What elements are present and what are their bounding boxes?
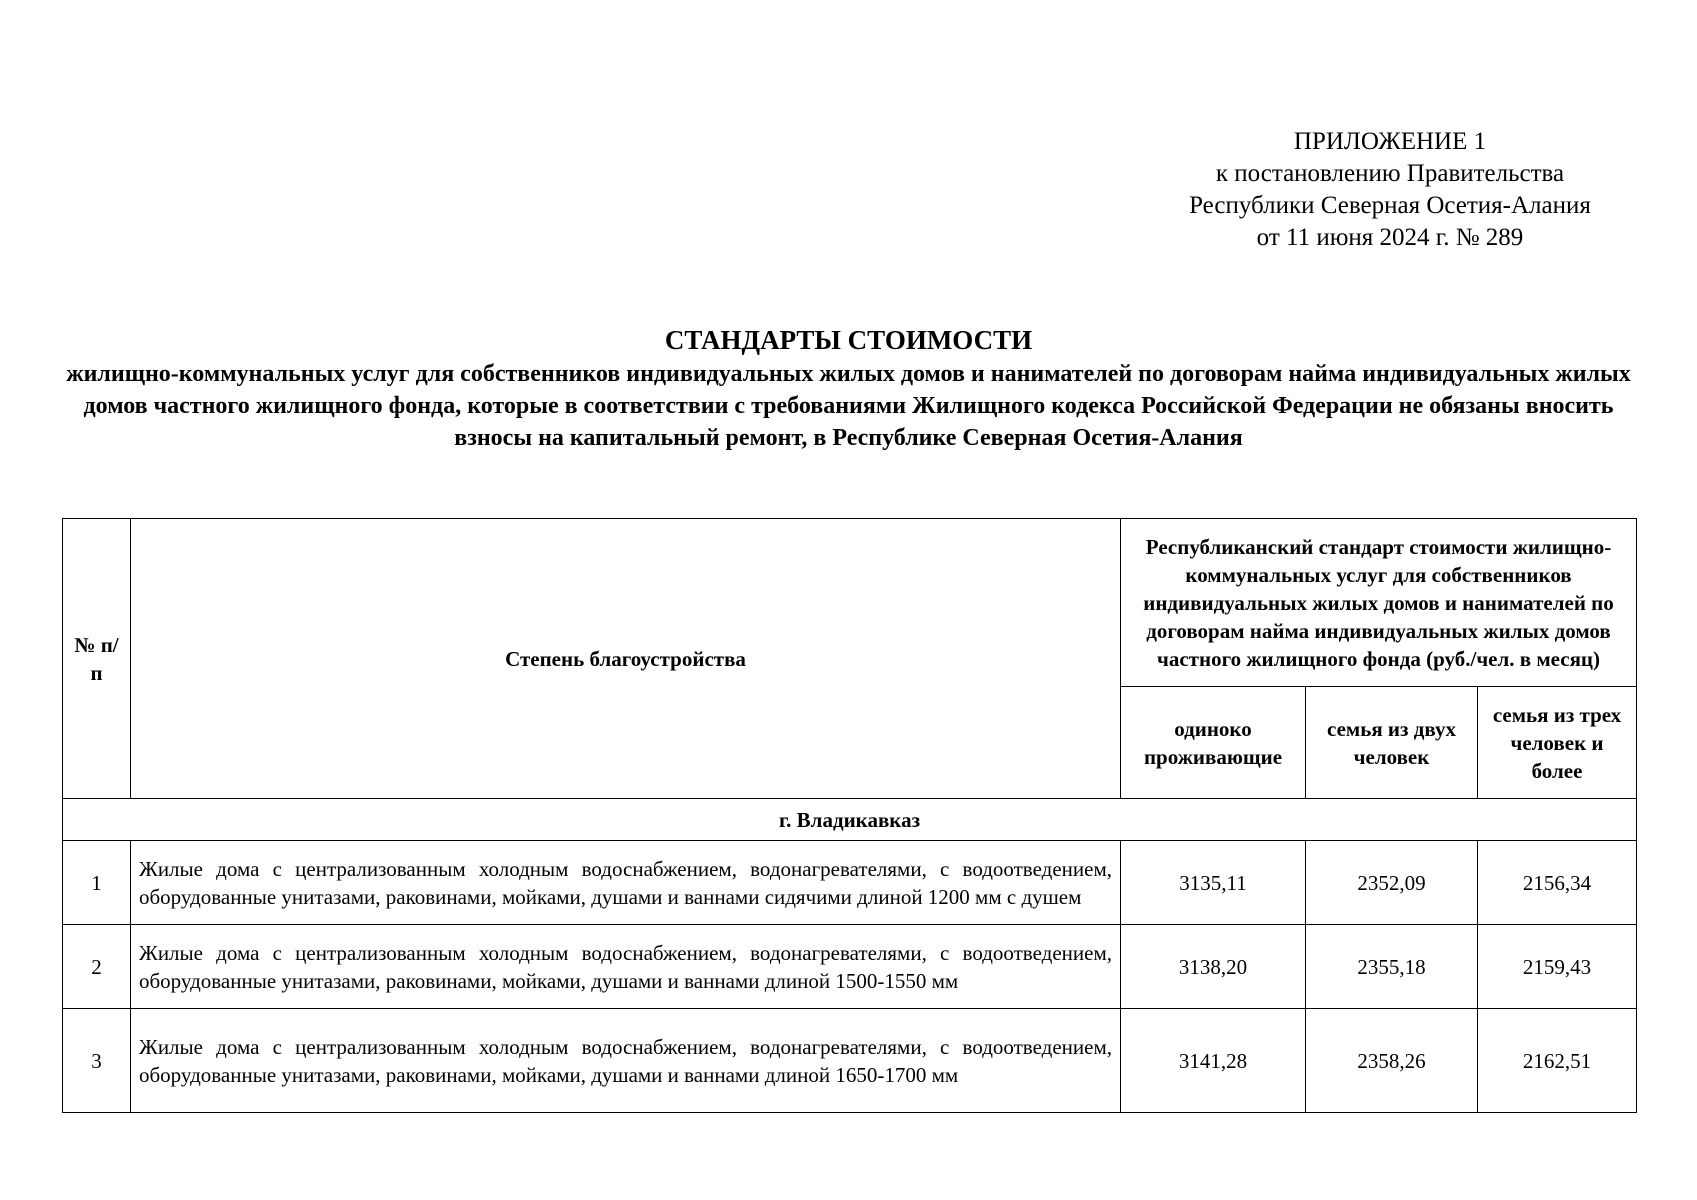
title-main: СТАНДАРТЫ СТОИМОСТИ	[664, 325, 1033, 355]
document-title	[60, 322, 1637, 454]
table-row	[63, 841, 1637, 925]
header-standard: Республиканский стандарт стоимости жилищно-коммунальных услуг для собственников индивидуальных жилых домов и нанимателей по договорам найма индивидуальных жилых домов частного жилищного фонда (руб./чел. в месяц)	[1121, 519, 1637, 687]
row-description: Жилые дома с централизованным холодным водоснабжением, водонагревателями, с водоотведением, оборудованные унитазами, раковинами, мойками, душами и ваннами длиной 1500-1550 мм	[131, 925, 1121, 1009]
value-two-persons: 2358,26	[1306, 1009, 1478, 1113]
city-name: г. Владикавказ	[63, 799, 1637, 841]
row-description: Жилые дома с централизованным холодным водоснабжением, водонагревателями, с водоотведением, оборудованные унитазами, раковинами, мойками, душами и ваннами длиной 1650-1700 мм	[131, 1009, 1121, 1113]
value-three-persons: 2156,34	[1478, 841, 1637, 925]
value-three-persons: 2159,43	[1478, 925, 1637, 1009]
header-degree: Степень благоустройства	[131, 519, 1121, 799]
header-number: № п/п	[63, 519, 131, 799]
appendix-line-1: ПРИЛОЖЕНИЕ 1	[1293, 128, 1487, 155]
table-row	[63, 925, 1637, 1009]
header-three-persons: семья из трех человек и более	[1478, 687, 1637, 799]
appendix-line-2: к постановлению Правительства	[1215, 160, 1565, 187]
value-two-persons: 2352,09	[1306, 841, 1478, 925]
appendix-line-3: Республики Северная Осетия-Алания	[1189, 192, 1591, 219]
row-number: 3	[63, 1009, 131, 1113]
row-number: 1	[63, 841, 131, 925]
city-row	[63, 799, 1637, 841]
value-single: 3141,28	[1121, 1009, 1306, 1113]
row-number: 2	[63, 925, 131, 1009]
value-three-persons: 2162,51	[1478, 1009, 1637, 1113]
title-subtitle: жилищно-коммунальных услуг для собственников индивидуальных жилых домов и нанимателей по договорам найма индивидуальных жилых домов частного жилищного фонда, которые в соответствии с требованиями Жилищного кодекса Российской Федерации не обязаны вносить взносы на капитальный ремонт, в Республике Северная Осетия-Алания	[66, 361, 1631, 451]
row-description: Жилые дома с централизованным холодным водоснабжением, водонагревателями, с водоотведением, оборудованные унитазами, раковинами, мойками, душами и ваннами сидячими длиной 1200 мм с душем	[131, 841, 1121, 925]
header-single: одиноко проживающие	[1121, 687, 1306, 799]
table-row	[63, 1009, 1637, 1113]
table-header-row	[63, 519, 1637, 687]
appendix-header	[1120, 126, 1660, 254]
header-two-persons: семья из двух человек	[1306, 687, 1478, 799]
appendix-line-4: от 11 июня 2024 г. № 289	[1256, 224, 1524, 251]
standards-table	[62, 518, 1637, 1113]
value-two-persons: 2355,18	[1306, 925, 1478, 1009]
value-single: 3135,11	[1121, 841, 1306, 925]
value-single: 3138,20	[1121, 925, 1306, 1009]
